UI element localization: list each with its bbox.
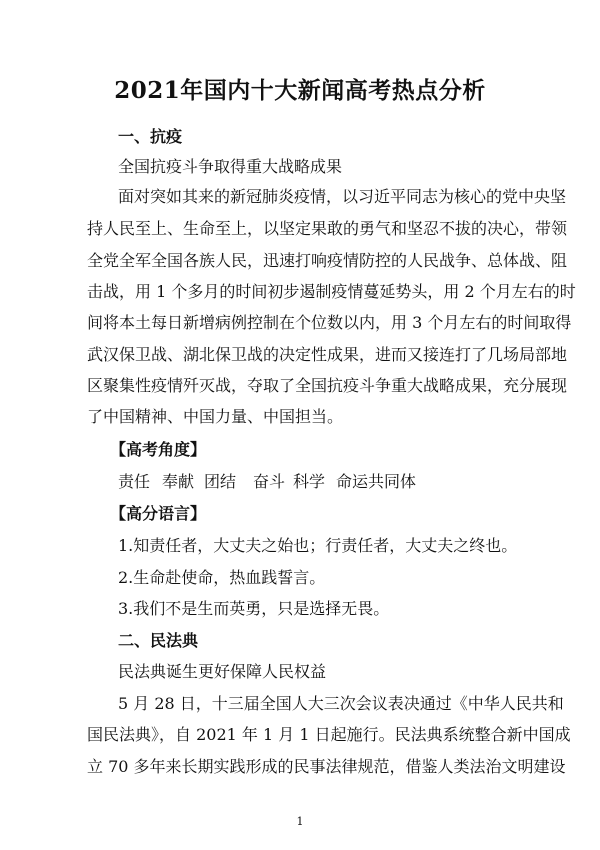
quotes-heading: 【高分语言】 [110, 504, 207, 523]
paragraph-line: 击战，用 1 个多月的时间初步遏制疫情蔓延势头，用 2 个月左右的时 [87, 282, 576, 301]
paragraph-line: 间将本土每日新增病例控制在个位数以内，用 3 个月左右的时间取得 [87, 313, 572, 332]
document-title: 2021年国内十大新闻高考热点分析 [114, 77, 486, 104]
paragraph-line: 面对突如其来的新冠肺炎疫情，以习近平同志为核心的党中央坚 [118, 187, 567, 206]
quote-item: 2.生命赴使命，热血践誓言。 [118, 568, 326, 587]
paragraph-line: 5 月 28 日，十三届全国人大三次会议表决通过《中华人民共和 [118, 694, 564, 713]
paragraph-line: 了中国精神、中国力量、中国担当。 [87, 407, 344, 426]
angle-heading: 【高考角度】 [110, 440, 207, 459]
section-subtitle-anti-epidemic: 全国抗疫斗争取得重大战略成果 [118, 157, 343, 176]
angle-keyword: 奉献 [162, 472, 195, 491]
angle-keyword: 责任 [118, 472, 151, 491]
section-heading-anti-epidemic: 一、抗疫 [118, 127, 183, 146]
section-subtitle-civil-code: 民法典诞生更好保障人民权益 [118, 662, 327, 681]
section-heading-civil-code: 二、民法典 [118, 631, 199, 650]
paragraph-line: 国民法典》，自 2021 年 1 月 1 日起施行。民法典系统整合新中国成 [87, 725, 571, 744]
page-number: 1 [296, 815, 304, 828]
angle-keyword: 团结 [204, 472, 237, 491]
paragraph-line: 武汉保卫战、湖北保卫战的决定性成果，进而又接连打了几场局部地 [87, 345, 568, 364]
quote-item: 1.知责任者，大丈夫之始也；行责任者，大丈夫之终也。 [118, 536, 518, 555]
angle-keyword: 奋斗 [253, 472, 286, 491]
angle-keyword: 命运共同体 [336, 472, 417, 491]
paragraph-line: 持人民至上、生命至上，以坚定果敢的勇气和坚忍不拔的决心，带领 [87, 219, 568, 238]
paragraph-line: 立 70 多年来长期实践形成的民事法律规范，借鉴人类法治文明建设 [87, 757, 566, 776]
paragraph-line: 全党全军全国各族人民，迅速打响疫情防控的人民战争、总体战、阻 [87, 251, 568, 270]
quote-item: 3.我们不是生而英勇，只是选择无畏。 [118, 599, 390, 618]
paragraph-line: 区聚集性疫情歼灭战，夺取了全国抗疫斗争重大战略成果，充分展现 [87, 376, 568, 395]
angle-keyword: 科学 [293, 472, 326, 491]
